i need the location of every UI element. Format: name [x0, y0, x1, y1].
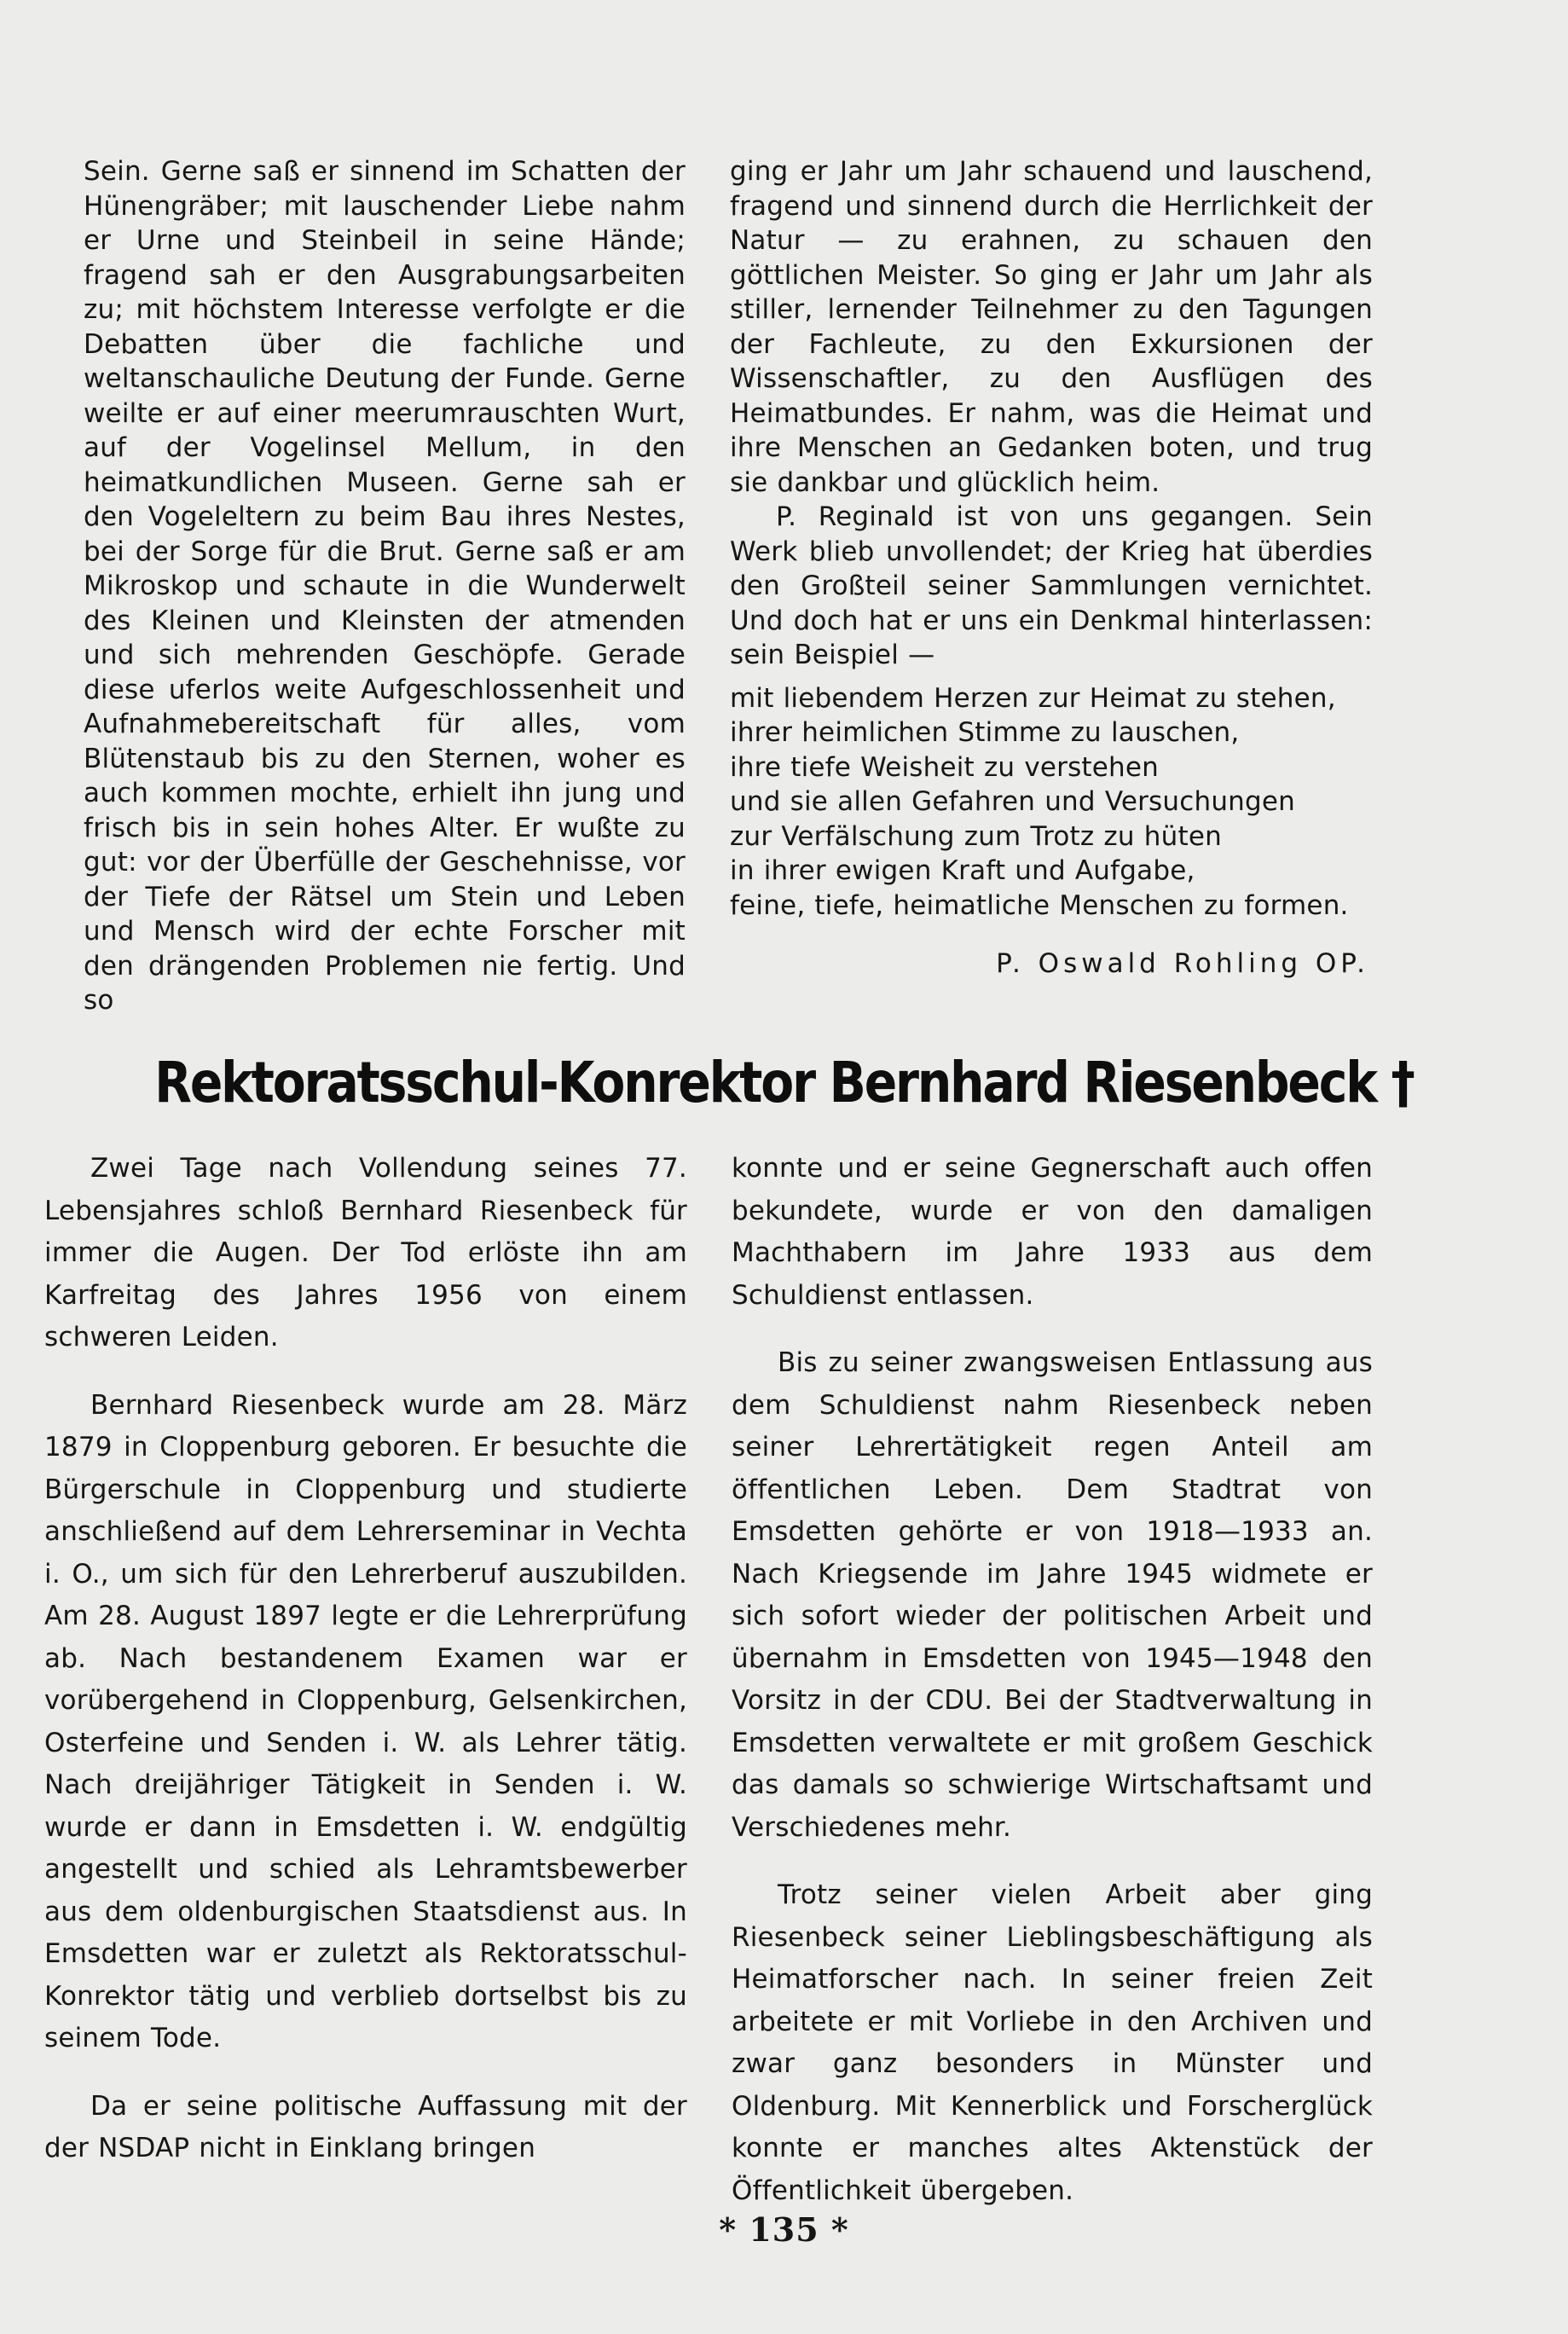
poem-line: mit liebendem Herzen zur Heimat zu stehen, — [730, 682, 1336, 714]
author-signature: P. Oswald Rohling OP. — [996, 948, 1369, 979]
poem-line: zur Verfälschung zum Trotz zu hüten — [730, 820, 1222, 852]
poem-line: feine, tiefe, heimatliche Menschen zu formen. — [730, 889, 1349, 921]
poem-line: ihrer heimlichen Stimme zu lauschen, — [730, 717, 1240, 748]
paragraph: Bernhard Riesenbeck wurde am 28. März 1879 in Cloppenburg geboren. Er besuchte die Bürgerschule in Cloppenburg und studierte anschließend auf dem Lehrerseminar in Vechta i. O., um sich für den Lehrerberuf auszubilden. Am 28. August 1897 legte er die Lehrerprüfung ab. Nach bestandenem Examen war er vorübergehend in Cloppenburg, Gelsenkirchen, Osterfeine und Senden i. W. als Lehrer tätig. Nach dreijähriger Tätigkeit in Senden i. W. wurde er dann in Emsdetten i. W. endgültig angestellt und schied als Lehramtsbewerber aus dem oldenburgischen Staatsdienst aus. In Emsdetten war er zuletzt als Rektoratsschul-Konrektor tätig und verblieb dortselbst bis zu seinem Tode. — [44, 1389, 687, 2053]
paragraph: Sein. Gerne saß er sinnend im Schatten der Hünengräber; mit lauschender Liebe nahm er Urne und Steinbeil in seine Hände; fragend sah er den Ausgrabungsarbeiten zu; mit höchstem Interesse verfolgte er die Debatten über die fachliche und weltanschauliche Deutung der Funde. Gerne weilte er auf einer meerumrauschten Wurt, auf der Vogelinsel Mellum, in den heimatkundlichen Museen. Gerne sah er den Vogeleltern zu beim Bau ihres Nestes, bei der Sorge für die Brut. Gerne saß er am Mikroskop und schaute in die Wunderwelt des Kleinen und Kleinsten der atmenden und sich mehrenden Geschöpfe. Gerade diese uferlos weite Aufgeschlossenheit und Aufnahmebereitschaft für alles, vom Blütenstaub bis zu den Sternen, woher es auch kommen mochte, erhielt ihn jung und frisch bis in sein hohes Alter. Er wußte zu gut: vor der Überfülle der Geschehnisse, vor der Tiefe der Rätsel um Stein und Leben und Mensch wird der echte Forscher mit den drängenden Problemen nie fertig. Und so — [84, 156, 686, 1016]
poem-line: ihre tiefe Weisheit zu verstehen — [730, 751, 1160, 783]
previous-article-right-column — [730, 154, 1373, 982]
previous-article-left-column — [84, 154, 686, 1018]
page-number: * 135 * — [719, 2210, 849, 2249]
poem — [730, 681, 1373, 924]
paragraph: konnte und er seine Gegnerschaft auch offen bekundete, wurde er von den damaligen Machthabern im Jahre 1933 aus dem Schuldienst entlassen. — [732, 1153, 1373, 1311]
poem-line: und sie allen Gefahren und Versuchungen — [730, 786, 1296, 817]
paragraph: Zwei Tage nach Vollendung seines 77. Lebensjahres schloß Bernhard Riesenbeck für immer die Augen. Der Tod erlöste ihn am Karfreitag des Jahres 1956 von einem schweren Leiden. — [44, 1153, 687, 1352]
paragraph: Bis zu seiner zwangsweisen Entlassung aus dem Schuldienst nahm Riesenbeck neben seiner Lehrertätigkeit regen Anteil am öffentlichen Leben. Dem Stadtrat von Emsdetten gehörte er von 1918—1933 an. Nach Kriegsende im Jahre 1945 widmete er sich sofort wieder der politischen Arbeit und übernahm in Emsdetten von 1945—1948 den Vorsitz in der CDU. Bei der Stadtverwaltung in Emsdetten verwaltete er mit großem Geschick das damals so schwierige Wirtschaftsamt und Verschiedenes mehr. — [732, 1347, 1373, 1843]
paragraph: Trotz seiner vielen Arbeit aber ging Riesenbeck seiner Lieblingsbeschäftigung als Heimatforscher nach. In seiner freien Zeit arbeitete er mit Vorliebe in den Archiven und zwar ganz besonders in Münster und Oldenburg. Mit Kennerblick und Forscherglück konnte er manches altes Aktenstück der Öffentlichkeit übergeben. — [732, 1879, 1373, 2206]
article-right-column — [732, 1148, 1373, 2212]
paragraph: P. Reginald ist von uns gegangen. Sein Werk blieb unvollendet; der Krieg hat überdies den Großteil seiner Sammlungen vernichtet. Und doch hat er uns ein Denkmal hinterlassen: sein Beispiel — — [730, 501, 1373, 670]
paragraph: ging er Jahr um Jahr schauend und lauschend, fragend und sinnend durch die Herrlichkeit der Natur — zu erahnen, zu schauen den göttlichen Meister. So ging er Jahr um Jahr als stiller, lernender Teilnehmer zu den Tagungen der Fachleute, zu den Exkursionen der Wissenschaftler, zu den Ausflügen des Heimatbundes. Er nahm, was die Heimat und ihre Menschen an Gedanken boten, und trug sie dankbar und glücklich heim. — [730, 156, 1373, 498]
article-left-column — [44, 1148, 687, 2170]
poem-line: in ihrer ewigen Kraft und Aufgabe, — [730, 855, 1195, 886]
paragraph: Da er seine politische Auffassung mit der der NSDAP nicht in Einklang bringen — [44, 2090, 687, 2163]
article-heading: Rektoratsschul-Konrektor Bernhard Riesenbeck † — [154, 1050, 1414, 1115]
